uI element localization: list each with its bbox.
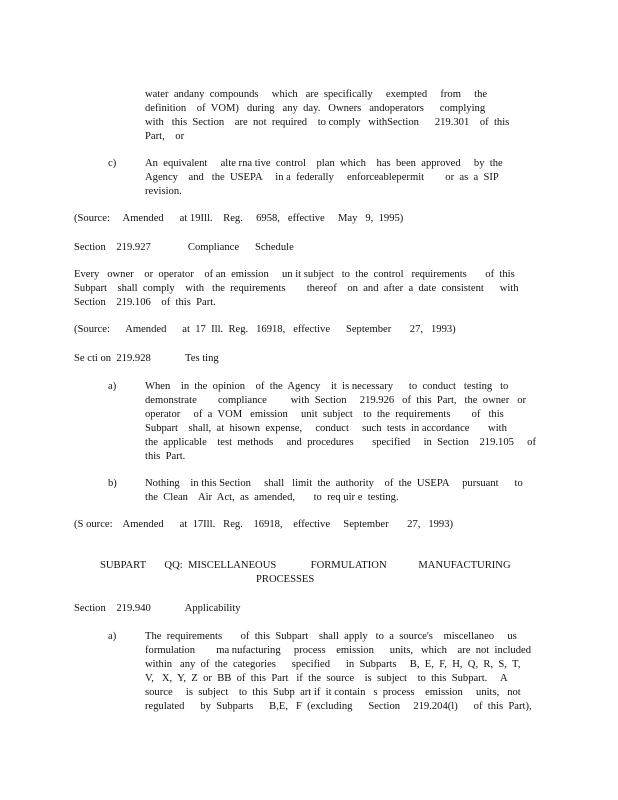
- item-label-a: a): [108, 381, 117, 392]
- text-line: The requirements of this Subpart shall apply to a source's miscellaneo us: [145, 631, 517, 642]
- item-label-c: c): [108, 158, 117, 169]
- text-line: source is subject to this Subp art if it contain s process emission units, not: [145, 687, 521, 698]
- text-line: operator of a VOM emission unit subject to the requirements of this: [145, 409, 504, 420]
- section-heading: Section 219.927 Compliance Schedule: [74, 242, 294, 253]
- source-note: (Source: Amended at 19Ill. Reg. 6958, effective May 9, 1995): [74, 213, 404, 224]
- item-label-a: a): [108, 631, 117, 642]
- text-line: V, X, Y, Z or BB of this Part if the source is subject to this Subpart. A: [145, 673, 508, 684]
- text-line: the applicable test methods and procedures specified in Section 219.105 of: [145, 437, 536, 448]
- text-line: When in the opinion of the Agency it is necessary to conduct testing to: [145, 381, 509, 392]
- section-heading: Section 219.940 Applicability: [74, 603, 241, 614]
- text-line: water andany compounds which are specifically exempted from the: [145, 89, 488, 100]
- subpart-heading-cont: PROCESSES: [256, 574, 315, 585]
- text-line: with this Section are not required to comply withSection 219.301 of this: [145, 117, 510, 128]
- item-label-b: b): [108, 478, 117, 489]
- text-line: Subpart shall, at hisown expense, conduct such tests in accordance with: [145, 423, 507, 434]
- text-line: definition of VOM) during any day. Owners andoperators complying: [145, 103, 486, 114]
- text-line: Subpart shall comply with the requirements thereof on and after a date consistent with: [74, 283, 519, 294]
- text-line: demonstrate compliance with Section 219.926 of this Part, the owner or: [145, 395, 527, 406]
- text-line: Section 219.106 of this Part.: [74, 297, 216, 308]
- text-line: Nothing in this Section shall limit the authority of the USEPA pursuant to: [145, 478, 523, 489]
- text-line: this Part.: [145, 451, 186, 462]
- text-line: Every owner or operator of an emission un it subject to the control requirements of this: [74, 269, 515, 280]
- text-line: An equivalent alte rna tive control plan which has been approved by the: [145, 158, 503, 169]
- text-line: Agency and the USEPA in a federally enforceablepermit or as a SIP: [145, 172, 499, 183]
- text-line: revision.: [145, 186, 182, 197]
- source-note: (Source: Amended at 17 Ill. Reg. 16918, effective September 27, 1993): [74, 324, 456, 335]
- section-heading: Se cti on 219.928 Tes ting: [74, 353, 219, 364]
- text-line: the Clean Air Act, as amended, to req uir e testing.: [145, 492, 399, 503]
- source-note: (S ource: Amended at 17Ill. Reg. 16918, effective September 27, 1993): [74, 519, 454, 530]
- subpart-heading: SUBPART QQ: MISCELLANEOUS FORMULATION MANUFACTURING: [100, 560, 511, 571]
- text-line: Part, or: [145, 131, 185, 142]
- text-line: within any of the categories specified in Subparts B, E, F, H, Q, R, S, T,: [145, 659, 521, 670]
- text-line: regulated by Subparts B,E, F (excluding Section 219.204(l) of this Part),: [145, 701, 532, 712]
- text-line: formulation ma nufacturing process emission units, which are not included: [145, 645, 532, 656]
